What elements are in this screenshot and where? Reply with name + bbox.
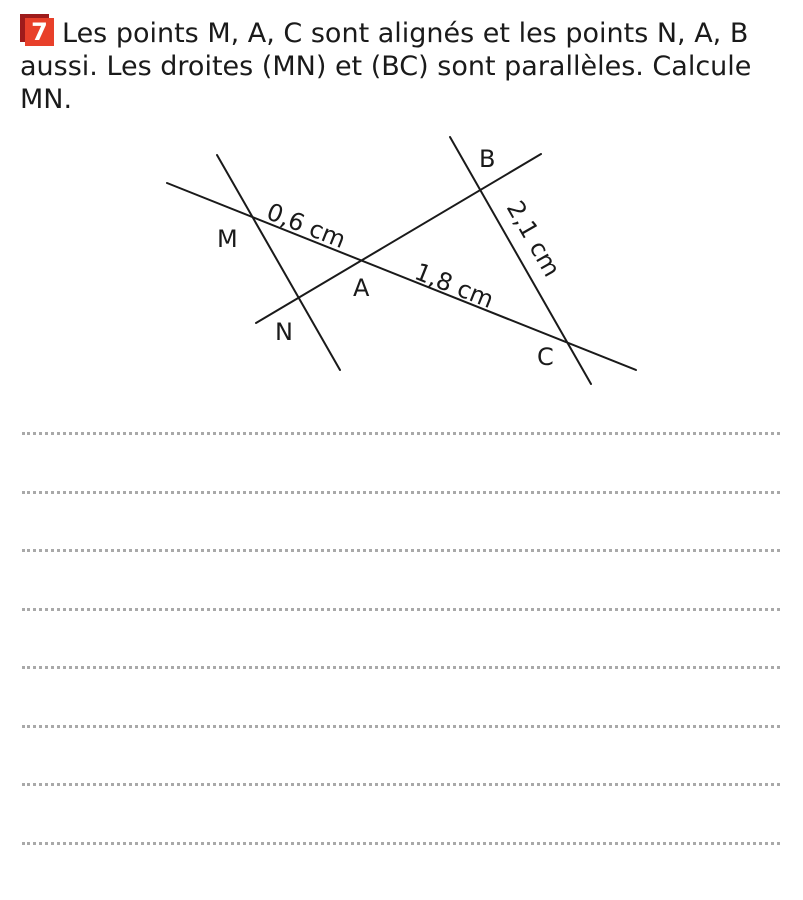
- measure-ac: 1,8 cm: [411, 258, 498, 314]
- line-bc: [450, 137, 591, 384]
- answer-line[interactable]: [22, 608, 780, 667]
- measure-ma: 0,6 cm: [263, 198, 350, 254]
- line-mc: [167, 183, 636, 370]
- answer-line[interactable]: [22, 783, 780, 842]
- answer-line[interactable]: [22, 432, 780, 491]
- measure-bc: 2,1 cm: [501, 196, 566, 281]
- point-label-a: A: [353, 274, 370, 302]
- geometry-figure: [0, 0, 803, 400]
- answer-line[interactable]: [22, 725, 780, 784]
- statement-text: Les points M, A, C sont alignés et les points N, A, B aussi. Les droites (MN) et (BC) sont parallèles. Calcule MN.: [20, 18, 751, 115]
- point-label-n: N: [275, 318, 293, 346]
- point-label-b: B: [479, 145, 495, 173]
- answer-line[interactable]: [22, 842, 780, 900]
- exercise-number: 7: [25, 18, 54, 46]
- point-label-c: C: [537, 343, 554, 371]
- answer-line[interactable]: [22, 491, 780, 550]
- point-label-m: M: [217, 225, 238, 253]
- answer-line[interactable]: [22, 549, 780, 608]
- answer-line[interactable]: [22, 666, 780, 725]
- answer-lines: [22, 432, 780, 900]
